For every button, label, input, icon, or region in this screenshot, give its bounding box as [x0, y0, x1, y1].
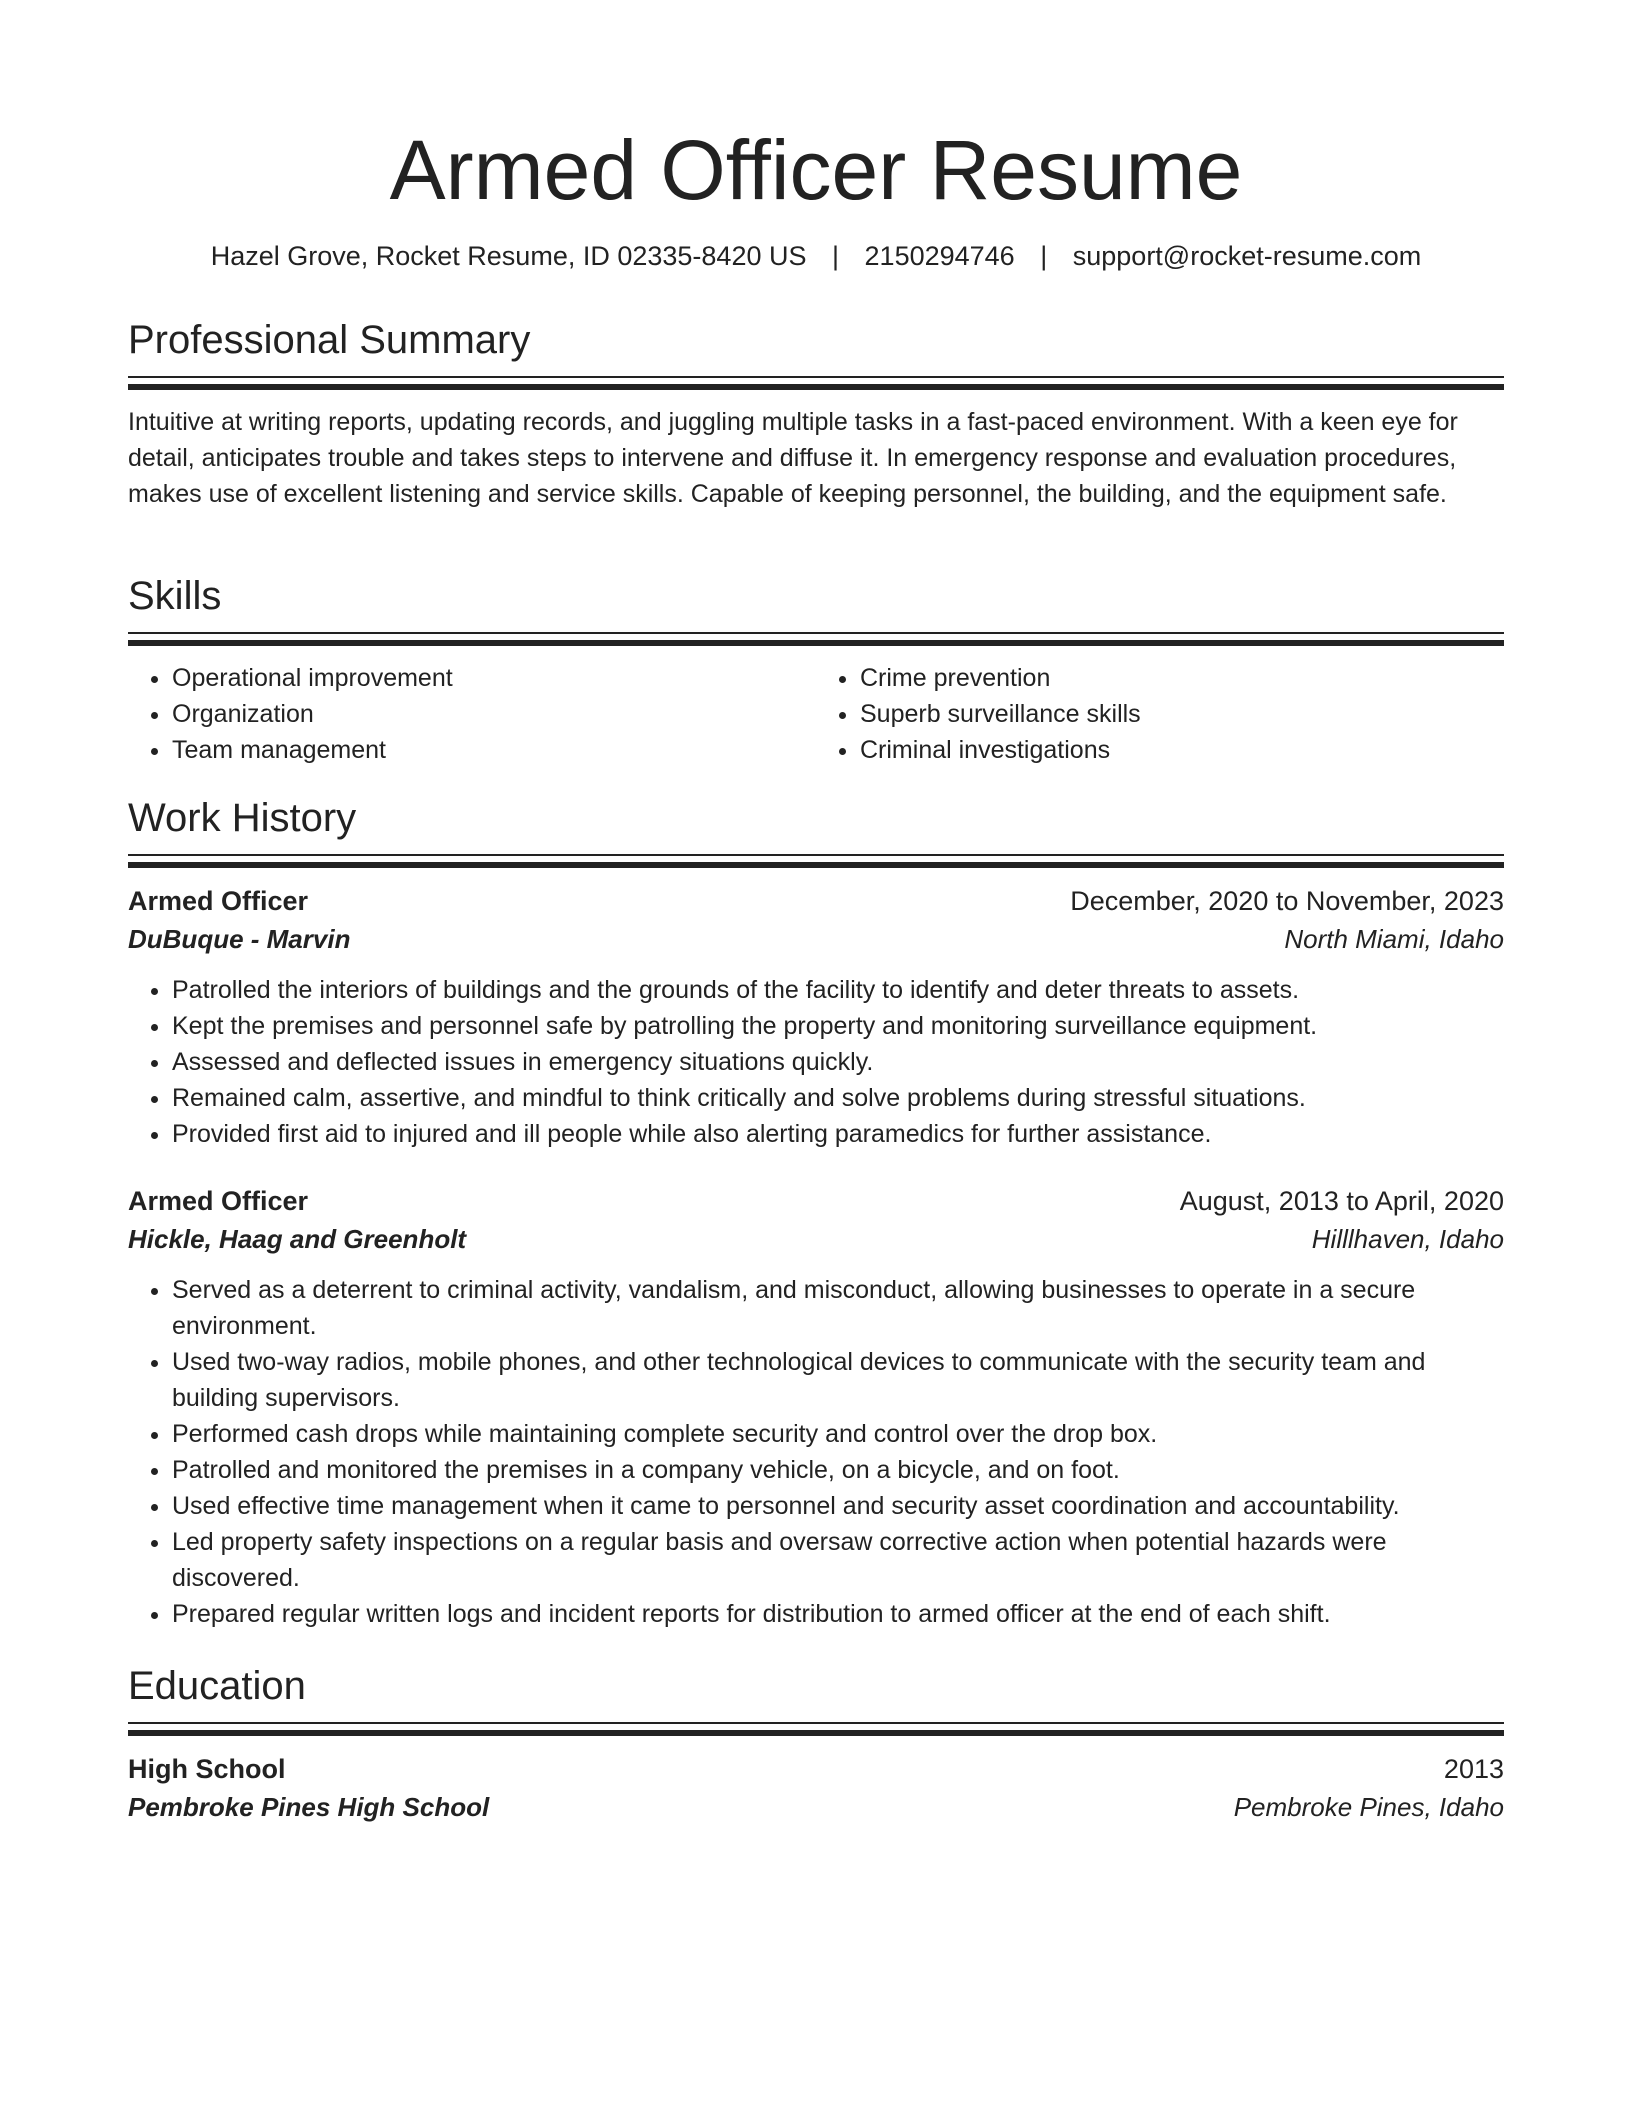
- skill-item: • Operational improvement: [172, 660, 816, 696]
- school-name: Pembroke Pines High School: [128, 1792, 490, 1822]
- job-location: North Miami, Idaho: [1284, 924, 1504, 954]
- job-header: [128, 882, 1504, 920]
- job-subheader: [128, 1220, 1504, 1258]
- education-entry: [128, 1750, 1504, 1826]
- job-entry: [128, 882, 1504, 1152]
- duty-item: • Patrolled the interiors of buildings and the grounds of the facility to identify and deter threats to assets.: [172, 972, 1504, 1008]
- job-dates: August, 2013 to April, 2020: [1179, 1186, 1504, 1216]
- duty-item: • Remained calm, assertive, and mindful to think critically and solve problems during stressful situations.: [172, 1080, 1504, 1116]
- skill-item: • Crime prevention: [860, 660, 1504, 696]
- divider: [128, 632, 1504, 634]
- address: Hazel Grove, Rocket Resume, ID 02335-8420 US: [210, 241, 807, 271]
- email-link[interactable]: support@rocket-resume.com: [1072, 241, 1422, 271]
- separator: |: [1040, 241, 1048, 271]
- skill-item: • Organization: [172, 696, 816, 732]
- page-title: Armed Officer Resume: [389, 123, 1243, 217]
- education-subheader: [128, 1788, 1504, 1826]
- work-section: [128, 792, 1504, 1632]
- job-dates: December, 2020 to November, 2023: [1070, 886, 1504, 916]
- graduation-year: 2013: [1443, 1754, 1504, 1784]
- job-title: Armed Officer: [128, 1186, 309, 1216]
- skills-list-left: [128, 660, 816, 768]
- skill-item: • Superb surveillance skills: [860, 696, 1504, 732]
- duty-item: • Prepared regular written logs and incident reports for distribution to armed officer at the end of each shift.: [172, 1596, 1504, 1632]
- job-title: Armed Officer: [128, 886, 309, 916]
- divider: [128, 1722, 1504, 1724]
- education-section: [128, 1660, 1504, 1826]
- degree: High School: [128, 1754, 286, 1784]
- section-heading-skills: Skills: [128, 574, 222, 618]
- job-company: Hickle, Haag and Greenholt: [128, 1224, 467, 1254]
- job-location: Hilllhaven, Idaho: [1311, 1224, 1504, 1254]
- phone: 2150294746: [864, 241, 1015, 271]
- duty-item: • Used effective time management when it came to personnel and security asset coordination and accountability.: [172, 1488, 1504, 1524]
- skill-item: • Team management: [172, 732, 816, 768]
- job-duties: [128, 972, 1504, 1152]
- separator: |: [832, 241, 840, 271]
- job-header: [128, 1182, 1504, 1220]
- duty-item: • Patrolled and monitored the premises in a company vehicle, on a bicycle, and on foot.: [172, 1452, 1504, 1488]
- duty-item: • Performed cash drops while maintaining complete security and control over the drop box.: [172, 1416, 1504, 1452]
- skill-item: • Criminal investigations: [860, 732, 1504, 768]
- summary-text: Intuitive at writing reports, updating records, and juggling multiple tasks in a fast-paced environment. With a keen eye for detail, anticipates trouble and takes steps to intervene and diffuse it. In emergency response and evaluation procedures, makes use of excellent listening and service skills. Capable of keeping personnel, the building, and the equipment safe.: [128, 408, 1458, 508]
- job-subheader: [128, 920, 1504, 958]
- divider: [128, 854, 1504, 856]
- section-heading-work: Work History: [128, 796, 357, 840]
- section-heading-summary: Professional Summary: [128, 318, 531, 362]
- summary-section: [128, 314, 1504, 512]
- duty-item: • Served as a deterrent to criminal activity, vandalism, and misconduct, allowing businesses to operate in a secure environment.: [172, 1272, 1504, 1344]
- job-entry: [128, 1182, 1504, 1632]
- duty-item: • Led property safety inspections on a regular basis and oversaw corrective action when potential hazards were discovered.: [172, 1524, 1504, 1596]
- contact-line: [128, 238, 1504, 274]
- job-duties: [128, 1272, 1504, 1632]
- divider-thick: [128, 384, 1504, 390]
- divider: [128, 376, 1504, 378]
- divider-thick: [128, 862, 1504, 868]
- school-location: Pembroke Pines, Idaho: [1233, 1792, 1504, 1822]
- job-company: DuBuque - Marvin: [128, 924, 351, 954]
- divider-thick: [128, 640, 1504, 646]
- divider-thick: [128, 1730, 1504, 1736]
- skills-grid: [128, 660, 1504, 768]
- skills-list-right: [816, 660, 1504, 768]
- duty-item: • Provided first aid to injured and ill people while also alerting paramedics for further assistance.: [172, 1116, 1504, 1152]
- education-header: [128, 1750, 1504, 1788]
- duty-item: • Assessed and deflected issues in emergency situations quickly.: [172, 1044, 1504, 1080]
- duty-item: • Used two-way radios, mobile phones, and other technological devices to communicate with the security team and building supervisors.: [172, 1344, 1504, 1416]
- section-heading-education: Education: [128, 1664, 306, 1708]
- skills-section: [128, 570, 1504, 768]
- duty-item: • Kept the premises and personnel safe by patrolling the property and monitoring surveillance equipment.: [172, 1008, 1504, 1044]
